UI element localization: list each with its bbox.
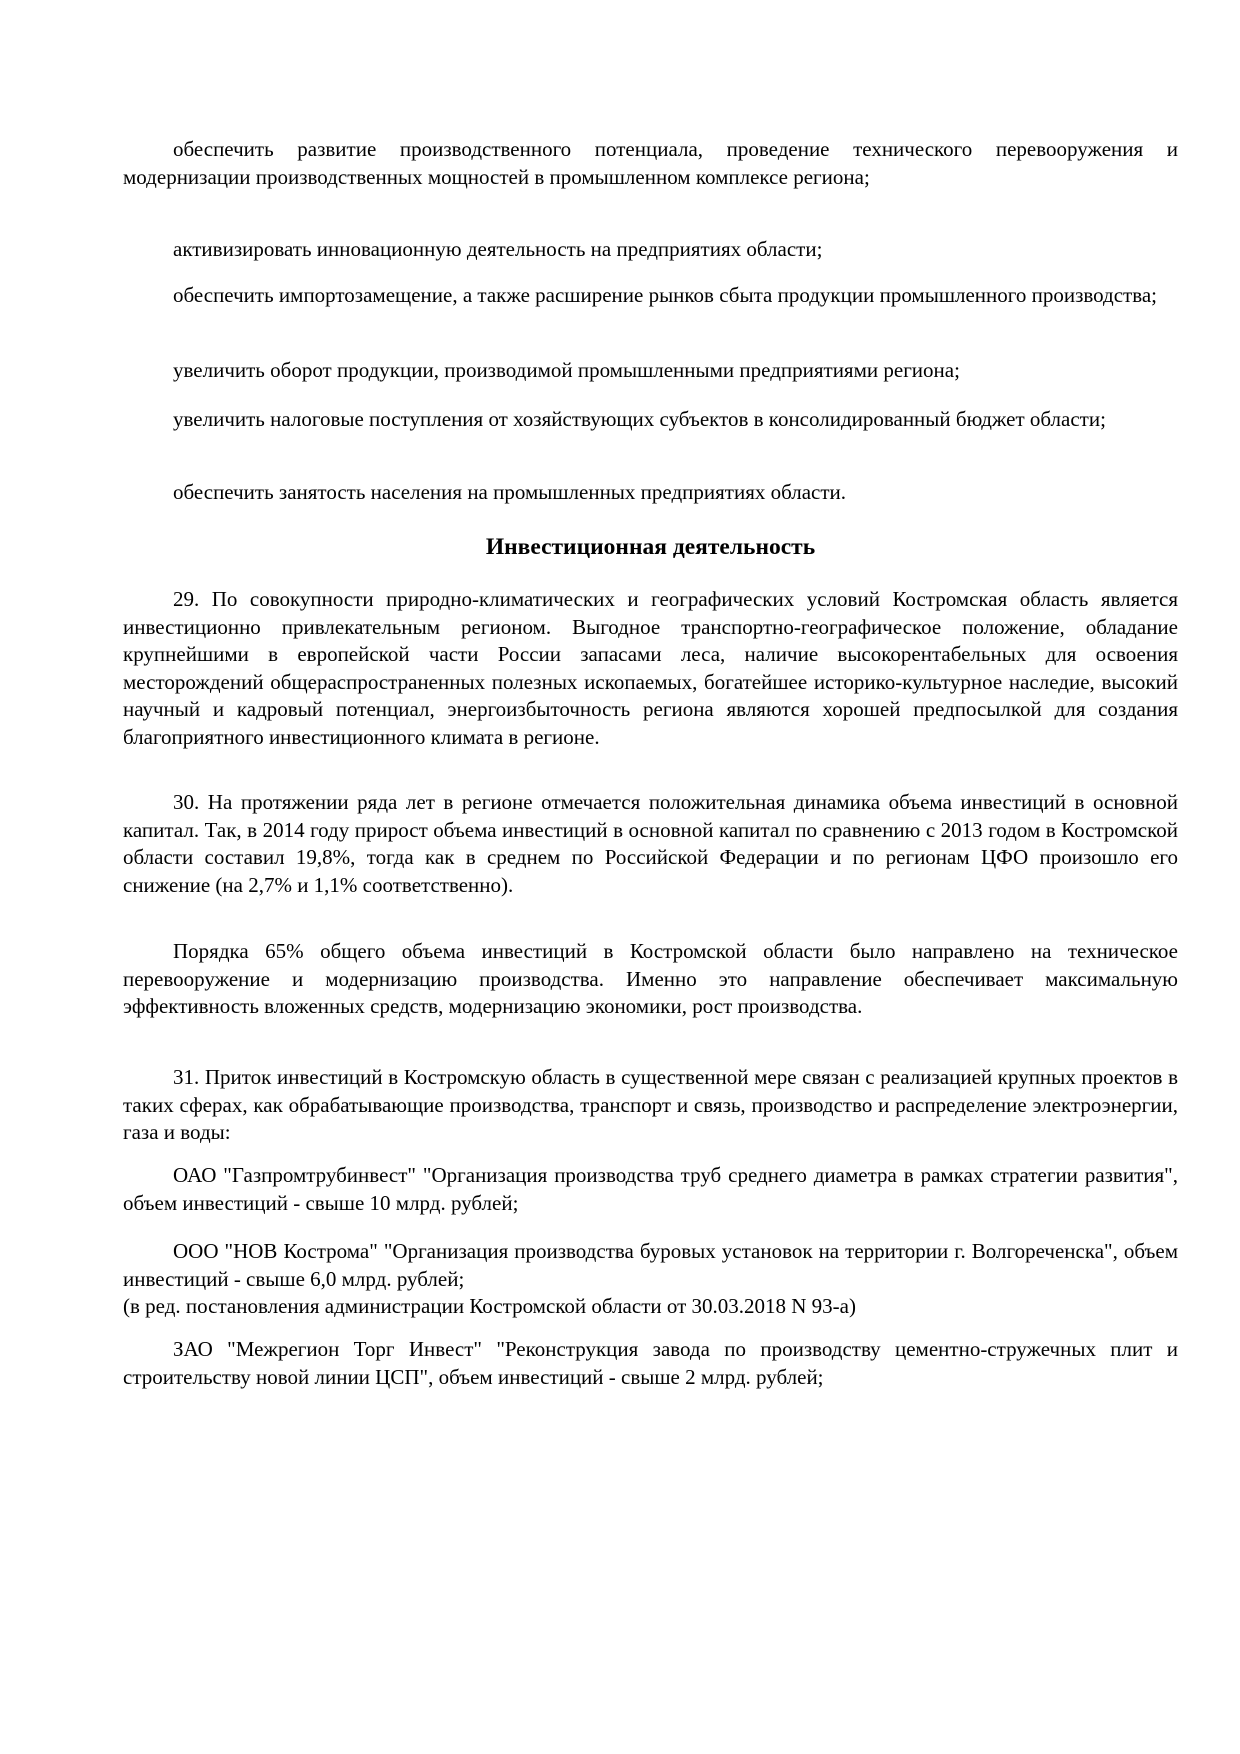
paragraph [123, 479, 1178, 507]
paragraph [123, 357, 1178, 385]
paragraph-text: активизировать инновационную деятельность на предприятиях области; [173, 237, 823, 261]
paragraph-text: ОАО "Газпромтрубинвест" "Организация производства труб среднего диаметра в рамках стратегии развития", объем инвестиций - свыше 10 млрд. рублей; [123, 1163, 1178, 1215]
amendment-note: (в ред. постановления администрации Костромской области от 30.03.2018 N 93-а) [123, 1294, 856, 1318]
paragraph-text: 30. На протяжении ряда лет в регионе отмечается положительная динамика объема инвестиций в основной капитал. Так, в 2014 году прирост объема инвестиций в основной капитал по сравнению с 2013 годом в Костромской области составил 19,8%, тогда как в среднем по Российской Федерации и по регионам ЦФО произошло его снижение (на 2,7% и 1,1% соответственно). [123, 790, 1178, 897]
paragraph-text: Порядка 65% общего объема инвестиций в Костромской области было направлено на техническое перевооружение и модернизацию производства. Именно это направление обеспечивает максимальную эффективность вложенных средств, модернизацию экономики, рост производства. [123, 939, 1178, 1018]
paragraph-text: обеспечить импортозамещение, а также расширение рынков сбыта продукции промышленного производства; [173, 283, 1158, 307]
paragraph-31 [123, 1064, 1178, 1147]
section-heading: Инвестиционная деятельность [485, 534, 816, 560]
paragraph [123, 938, 1178, 1021]
paragraph [123, 406, 1178, 434]
project-item [123, 1162, 1178, 1217]
paragraph-text: ЗАО "Межрегион Торг Инвест" "Реконструкция завода по производству цементно-стружечных плит и строительству новой линии ЦСП", объем инвестиций - свыше 2 млрд. рублей; [123, 1337, 1178, 1389]
paragraph-text: увеличить оборот продукции, производимой промышленными предприятиями региона; [173, 358, 960, 382]
paragraph-text: обеспечить развитие производственного потенциала, проведение технического перевооружения и модернизации производственных мощностей в промышленном комплексе региона; [123, 137, 1178, 189]
paragraph-text: ООО "НОВ Кострома" "Организация производства буровых установок на территории г. Волгореченска", объем инвестиций - свыше 6,0 млрд. рублей; [123, 1239, 1178, 1291]
paragraph-text: обеспечить занятость населения на промышленных предприятиях области. [173, 480, 847, 504]
paragraph [123, 236, 1178, 264]
paragraph-text: увеличить налоговые поступления от хозяйствующих субъектов в консолидированный бюджет области; [173, 407, 1106, 431]
paragraph [123, 282, 1178, 310]
paragraph [123, 136, 1178, 191]
project-item [123, 1336, 1178, 1391]
paragraph-text: 31. Приток инвестиций в Костромскую область в существенной мере связан с реализацией крупных проектов в таких сферах, как обрабатывающие производства, транспорт и связь, производство и распределение электроэнергии, газа и воды: [123, 1065, 1178, 1144]
paragraph-30 [123, 789, 1178, 899]
paragraph-text: 29. По совокупности природно-климатических и географических условий Костромская область является инвестиционно привлекательным регионом. Выгодное транспортно-географическое положение, обладание крупнейшими в европейской части России запасами леса, наличие высокорентабельных для освоения месторождений общераспространенных полезных ископаемых, богатейшее историко-культурное наследие, высокий научный и кадровый потенциал, энергоизбыточность региона являются хорошей предпосылкой для создания благоприятного инвестиционного климата в регионе. [123, 587, 1178, 749]
paragraph-29 [123, 586, 1178, 751]
project-item [123, 1238, 1178, 1321]
